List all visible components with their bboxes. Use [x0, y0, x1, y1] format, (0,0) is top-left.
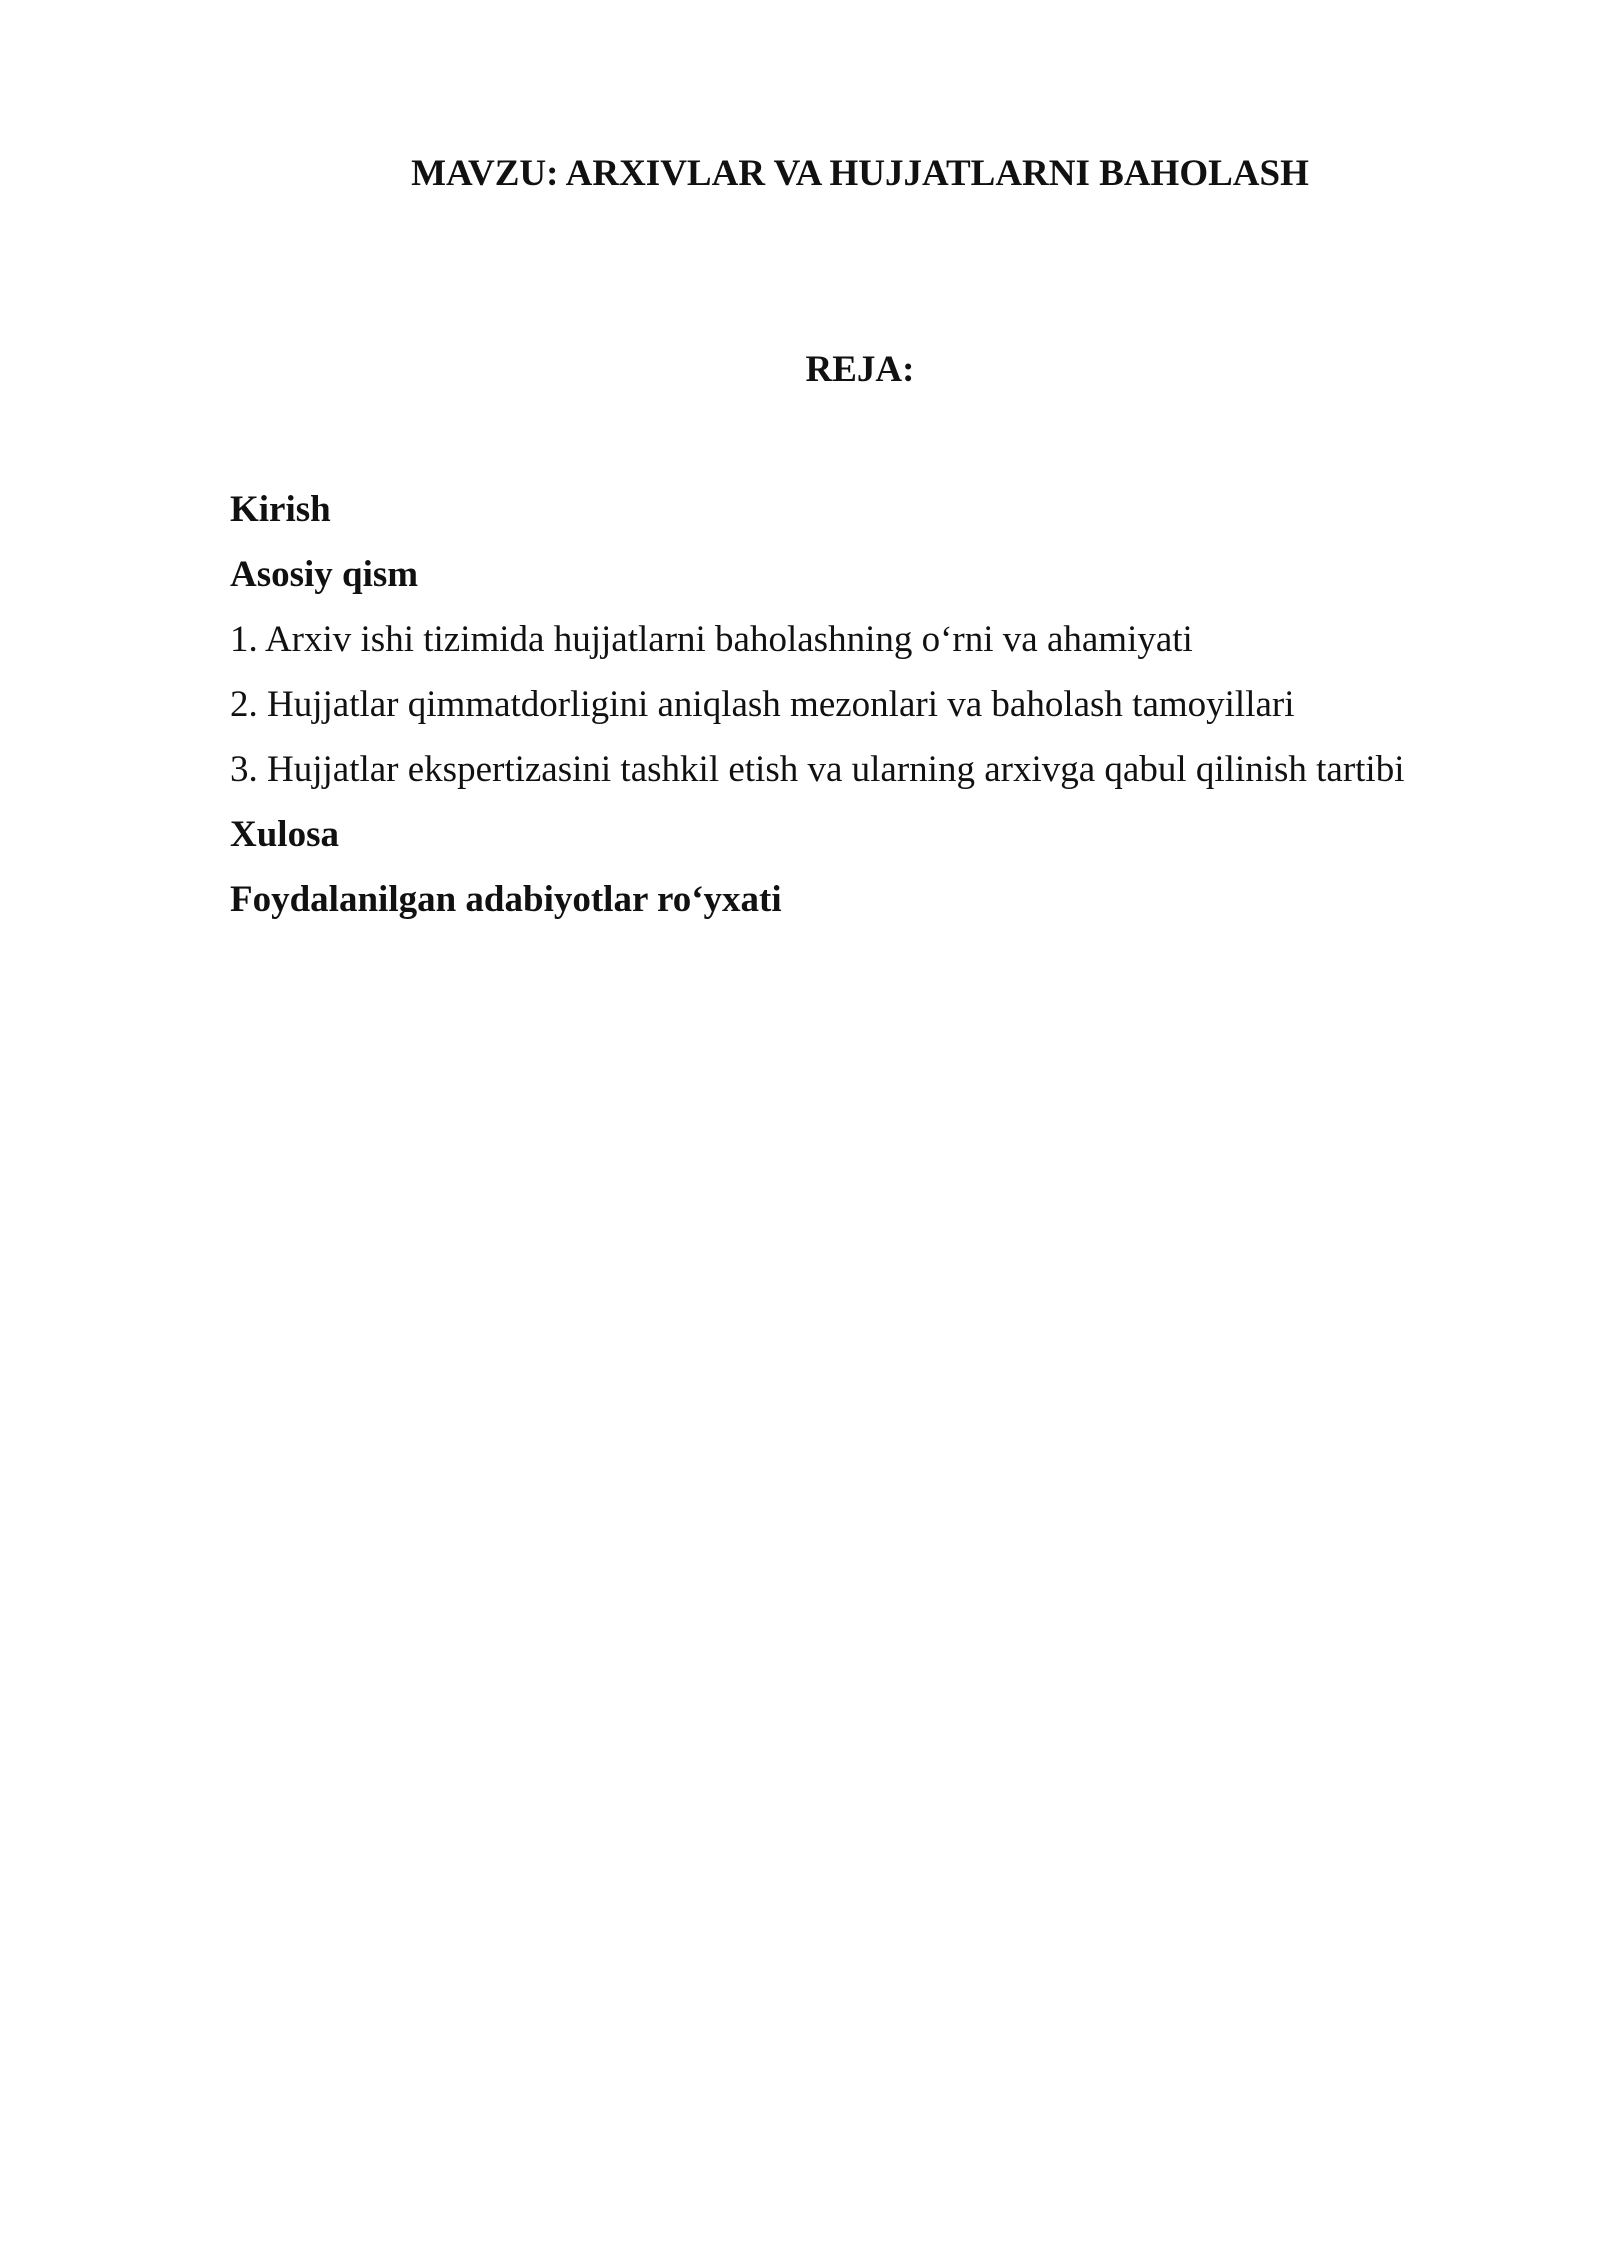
plan-item-2: 2. Hujjatlar qimmatdorligini aniqlash mezonlari va baholash tamoyillari [230, 684, 1295, 725]
plan-heading: REJA: [805, 349, 915, 390]
plan-item-3: 3. Hujjatlar ekspertizasini tashkil etish va ularning arxivga qabul qilinish tartibi [230, 749, 1405, 790]
plan-list [230, 477, 1404, 932]
document-title: MAVZU: ARXIVLAR VA HUJJATLARNI BAHOLASH [411, 153, 1309, 194]
plan-item-main-part: Asosiy qism [230, 554, 419, 595]
plan-item-1: 1. Arxiv ishi tizimida hujjatlarni baholashning o‘rni va ahamiyati [230, 619, 1193, 660]
plan-item-intro: Kirish [230, 489, 331, 530]
plan-item-references: Foydalanilgan adabiyotlar ro‘yxati [230, 879, 782, 920]
plan-item-conclusion: Xulosa [230, 814, 339, 855]
